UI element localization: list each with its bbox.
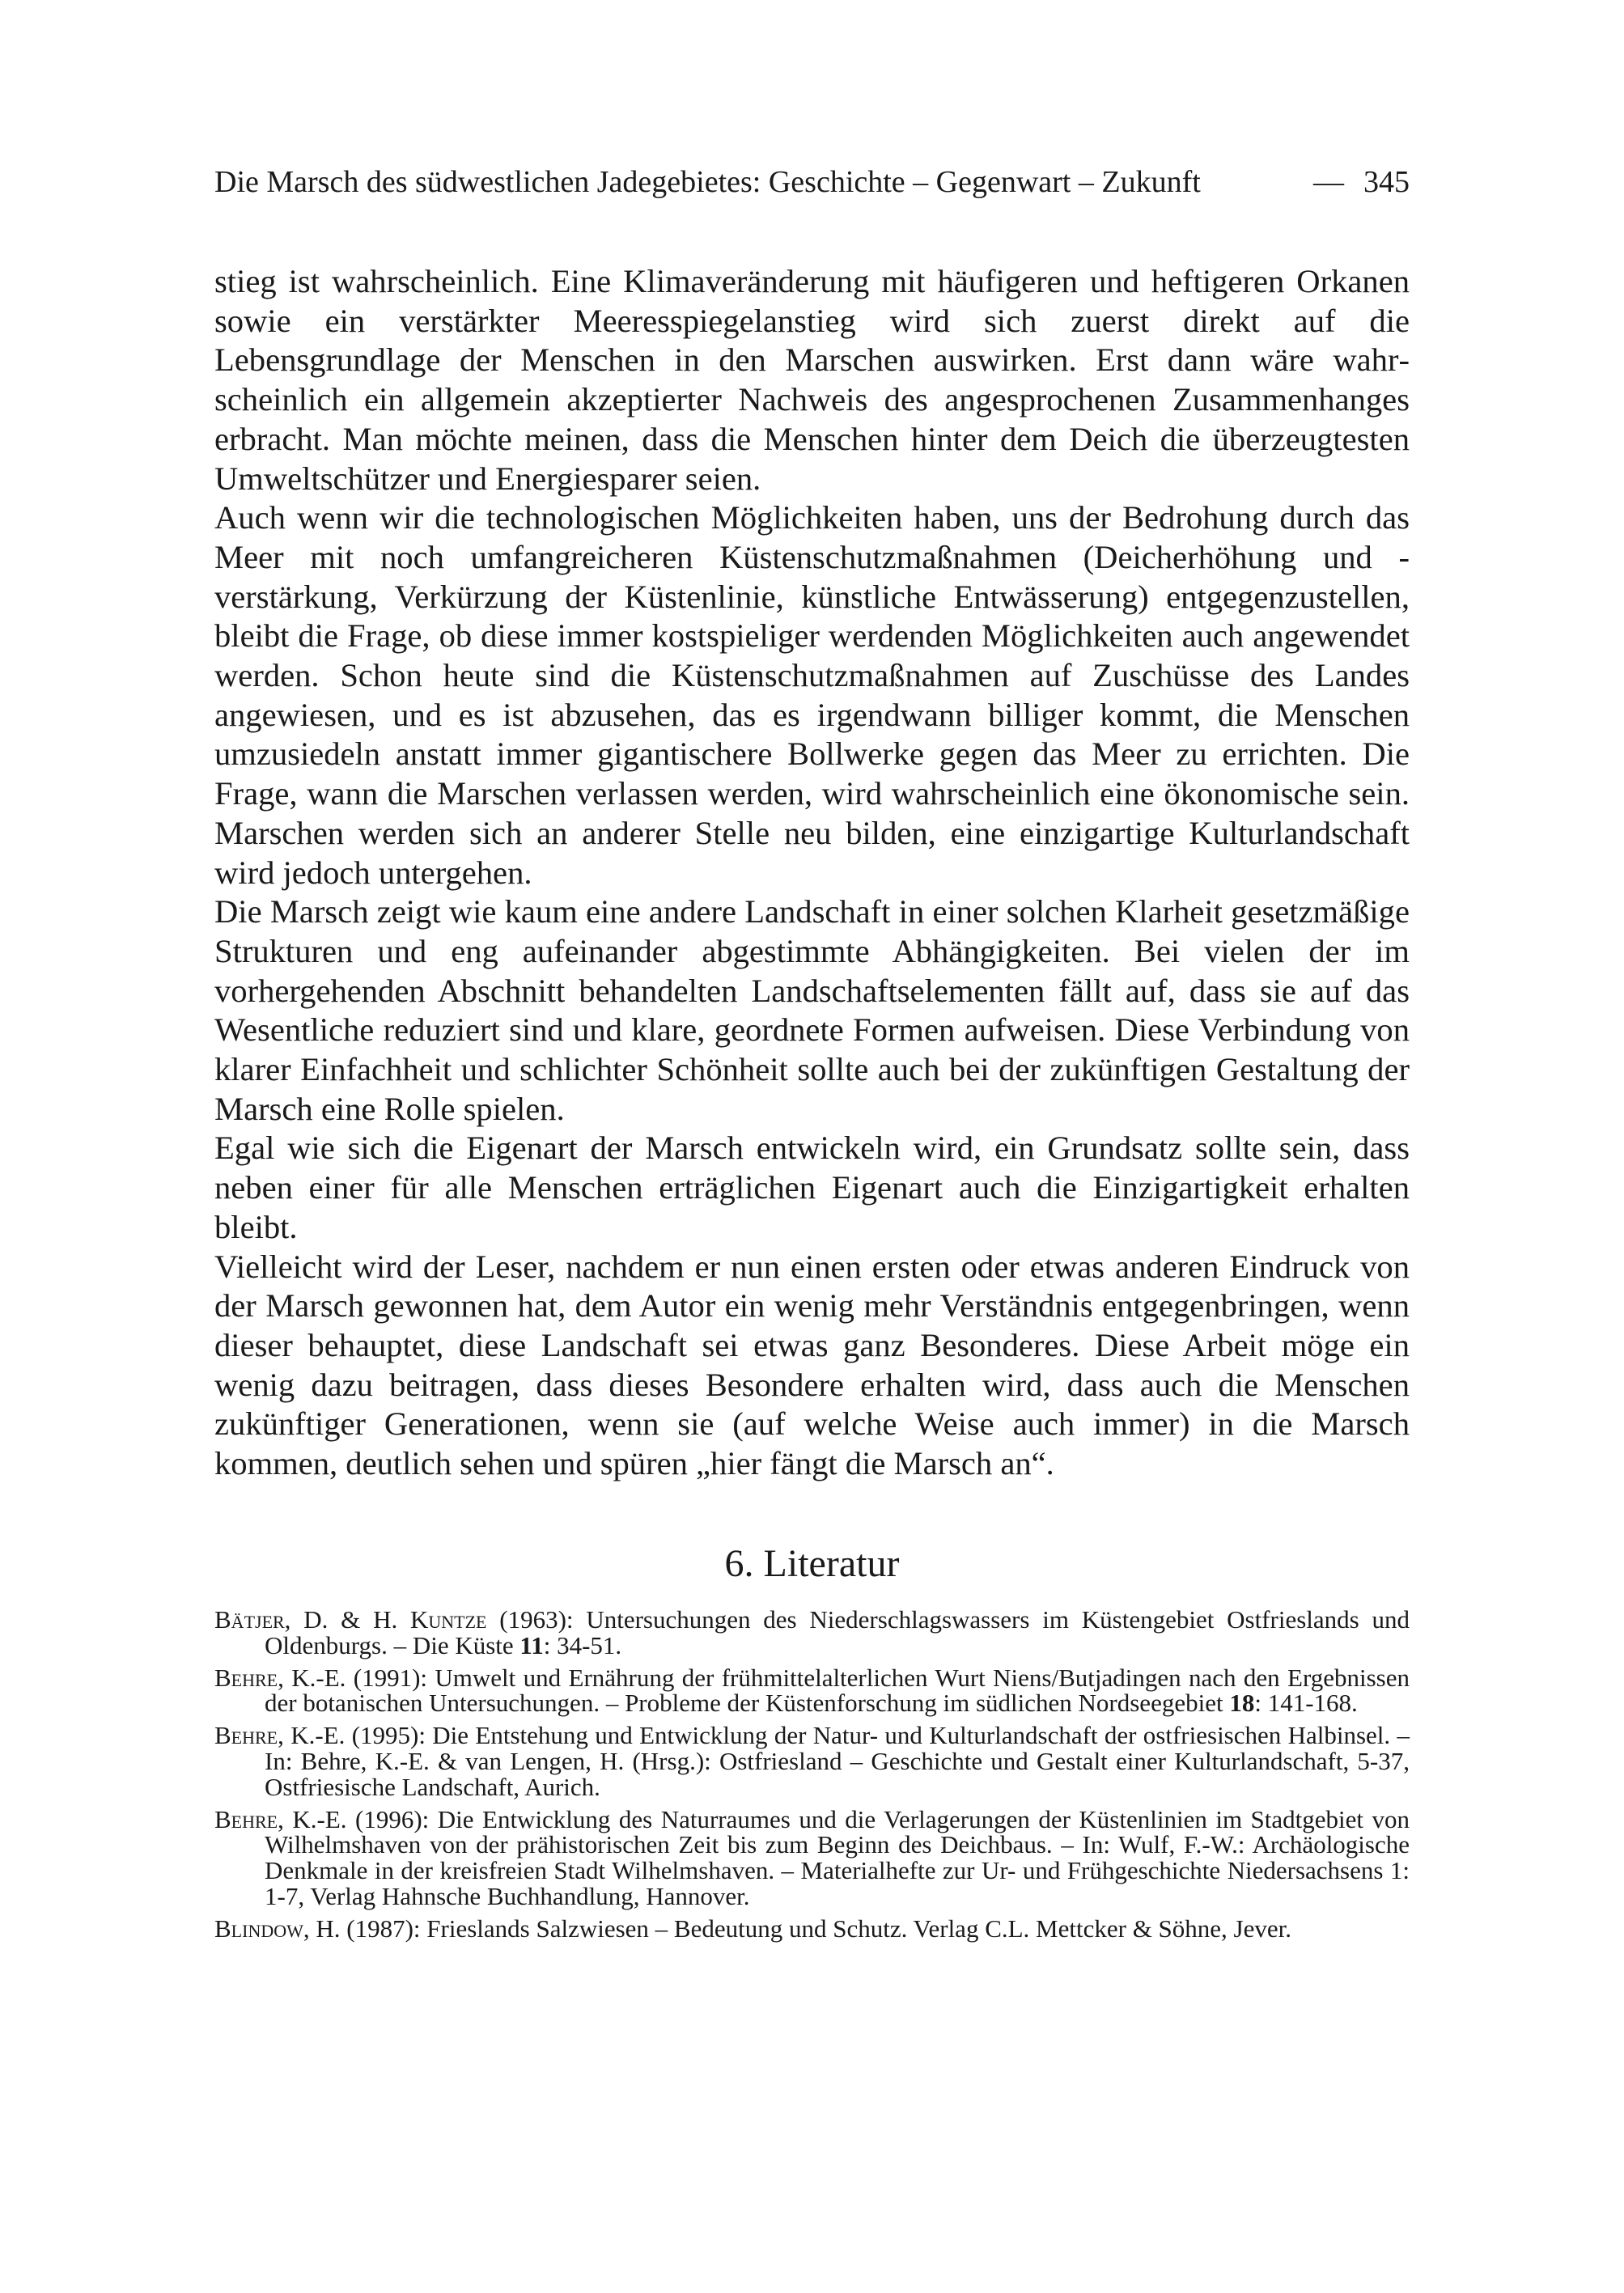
page-number-group <box>1299 167 1410 197</box>
reference-entry <box>214 1723 1410 1799</box>
reference-author: Behre, K.-E. <box>214 1663 346 1692</box>
reference-text: (1987): Frieslands Salzwiesen – Bedeutung und Schutz. Verlag C.L. Mettcker & Söhne, Jever. <box>340 1914 1292 1943</box>
paragraph: stieg ist wahrscheinlich. Eine Klimaveränderung mit häufigeren und heftigeren Orkanen sowie ein verstärkter Meeresspiegelanstieg wird sich zuerst direkt auf die Lebensgrundlage der Menschen in den Marschen auswirken. Erst dann wäre wahrscheinlich ein allgemein akzeptierter Nachweis des angesprochenen Zusammenhanges erbracht. Man möchte meinen, dass die Menschen hinter dem Deich die überzeugtesten Umweltschützer und Energiesparer seien. <box>214 263 1410 497</box>
reference-text: (1995): Die Entstehung und Entwicklung der Natur- und Kulturlandschaft der ostfriesischen Halbinsel. – In: Behre, K.-E. & van Lengen, H. (Hrsg.): Ostfriesland – Geschichte und Gestalt einer Kulturlandschaft, 5-37, Ostfriesische Landschaft, Aurich. <box>265 1721 1410 1801</box>
body-text <box>214 262 1410 1484</box>
reference-tail: : 141-168. <box>1254 1689 1358 1718</box>
running-title: Die Marsch des südwestlichen Jadegebietes: Geschichte – Gegenwart – Zukunft <box>214 165 1201 199</box>
reference-volume: 18 <box>1229 1689 1255 1718</box>
header-dash: — <box>1313 165 1344 199</box>
reference-entry <box>214 1916 1410 1942</box>
reference-tail: : 34-51. <box>543 1630 622 1659</box>
reference-list <box>214 1607 1410 1948</box>
paragraph: Die Marsch zeigt wie kaum eine andere Landschaft in einer solchen Klarheit gesetzmäßige Strukturen und eng aufeinander abgestimmte Abhängigkeiten. Bei vielen der im vorhergehenden Abschnitt behandelten Landschaftselementen fällt auf, dass sie auf das Wesentliche reduziert sind und klare, geordnete Formen aufweisen. Diese Verbindung von klarer Einfachheit und schlichter Schönheit sollte auch bei der zukünftigen Gestaltung der Marsch eine Rolle spielen. <box>214 893 1410 1127</box>
page-number: 345 <box>1363 165 1410 199</box>
running-head <box>214 167 1410 197</box>
reference-volume: 11 <box>519 1630 544 1659</box>
reference-entry <box>214 1607 1410 1659</box>
reference-author: Blindow, H. <box>214 1914 341 1943</box>
paragraph: Egal wie sich die Eigenart der Marsch entwickeln wird, ein Grundsatz sollte sein, dass neben einer für alle Menschen erträglichen Eigenart auch die Einzigartigkeit erhalten bleibt. <box>214 1130 1410 1245</box>
reference-author: Bätjer, D. & H. Kuntze <box>214 1605 487 1634</box>
reference-entry <box>214 1804 1410 1910</box>
paragraph: Vielleicht wird der Leser, nachdem er nun einen ersten oder etwas anderen Eindruck von der Marsch gewonnen hat, dem Autor ein wenig mehr Verständnis entgegenbringen, wenn dieser behauptet, diese Landschaft sei etwas ganz Besonderes. Diese Arbeit möge ein wenig dazu beitragen, dass dieses Besondere erhalten wird, dass auch die Menschen zukünftiger Generationen, wenn sie (auf welche Weise auch immer) in die Marsch kommen, deutlich sehen und spüren „hier fängt die Marsch an“. <box>214 1248 1410 1482</box>
paragraph: Auch wenn wir die technologischen Möglichkeiten haben, uns der Bedrohung durch das Meer mit noch umfangreicheren Küstenschutzmaßnahmen (Deicherhöhung und -verstärkung, Verkürzung der Küstenlinie, künstliche Entwässerung) entgegenzustellen, bleibt die Frage, ob diese immer kostspieliger werdenden Möglichkeiten auch angewendet werden. Schon heute sind die Küstenschutzmaßnahmen auf Zuschüsse des Landes angewiesen, und es ist abzusehen, das es irgendwann billiger kommt, die Menschen umzusiedeln anstatt immer gigantischere Bollwerke gegen das Meer zu errichten. Die Frage, wann die Marschen verlassen werden, wird wahrscheinlich eine ökonomische sein. Marschen werden sich an anderer Stelle neu bilden, eine einzigartige Kulturlandschaft wird jedoch untergehen. <box>214 499 1410 891</box>
reference-text: (1991): Umwelt und Ernährung der frühmittelalterlichen Wurt Niens/Butjadingen nach den Ergebnissen der botanischen Untersuchungen. – Probleme der Küstenforschung im südlichen Nordseegebiet <box>265 1663 1410 1718</box>
reference-text: (1996): Die Entwicklung des Naturraumes und die Verlagerungen der Küstenlinien im Stadtgebiet von Wilhelmshaven von der prähistorischen Zeit bis zum Beginn des Deichbaus. – In: Wulf, F.-W.: Archäologische Denkmale in der kreisfreien Stadt Wilhelmshaven. – Materialhefte zur Ur- und Frühgeschichte Niedersachsens 1: 1-7, Verlag Hahnsche Buchhandlung, Hannover. <box>265 1804 1410 1910</box>
section-heading: 6. Literatur <box>724 1542 900 1585</box>
reference-text: (1963): Untersuchungen des Niederschlagswassers im Küstengebiet Ostfrieslands und Oldenburgs. – Die Küste <box>265 1605 1410 1659</box>
reference-entry <box>214 1665 1410 1717</box>
reference-author: Behre, K.-E. <box>214 1804 347 1833</box>
reference-author: Behre, K.-E. <box>214 1721 346 1750</box>
